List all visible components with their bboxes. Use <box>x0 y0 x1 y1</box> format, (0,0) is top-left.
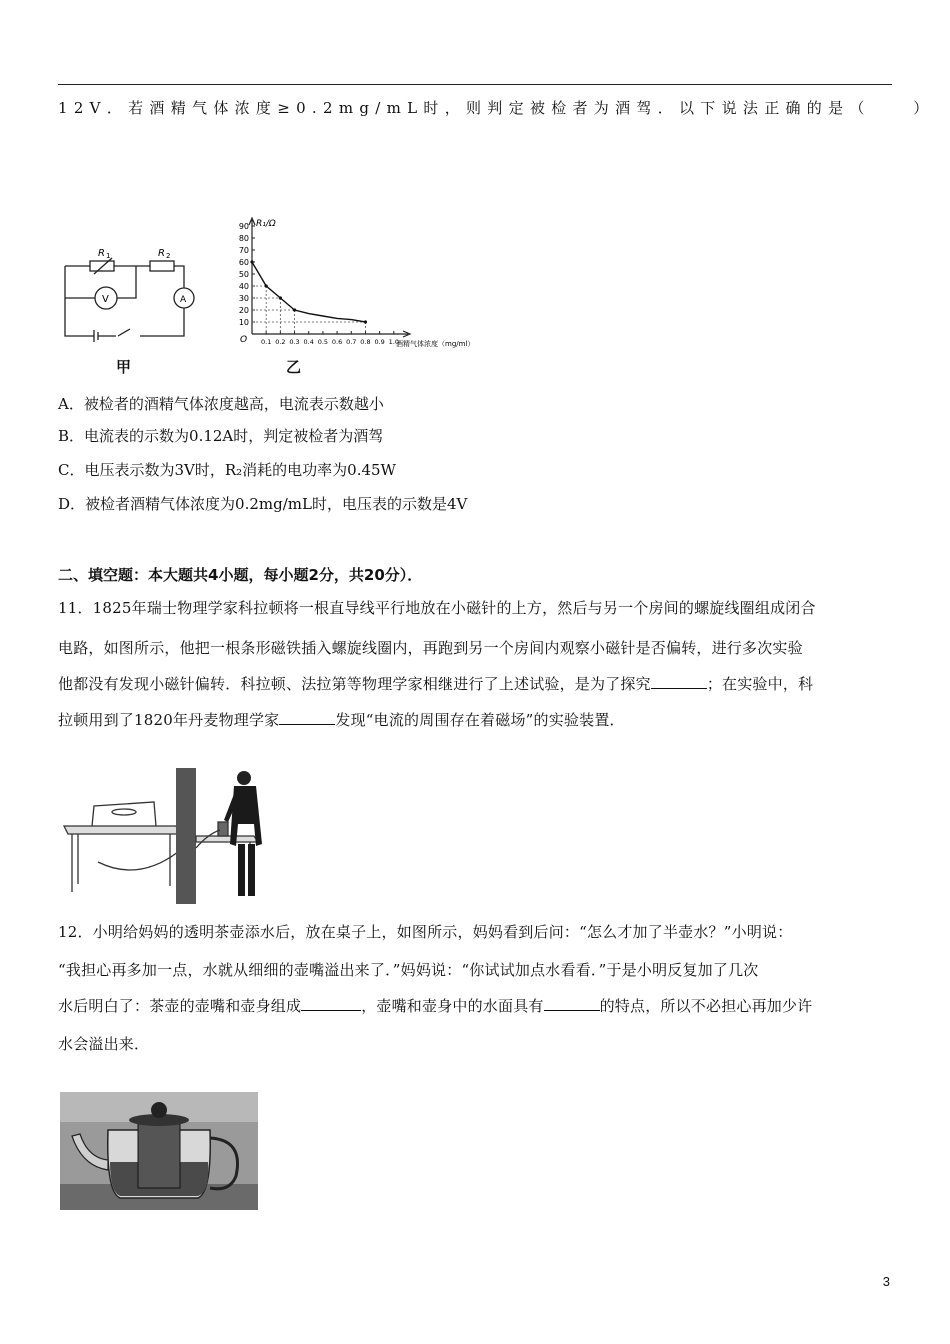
label-ammeter: A <box>180 295 187 305</box>
x-tick-label: 0.1 <box>261 338 272 346</box>
left-table <box>64 826 180 834</box>
data-point <box>250 260 253 263</box>
coil <box>218 822 228 836</box>
option-d: D．被检者酒精气体浓度为0.2mg/mL时，电压表的示数是4V <box>58 495 468 513</box>
q11-line-4-part-a: 拉顿用到了1820年丹麦物理学家 <box>58 711 280 729</box>
resistance-concentration-chart <box>228 212 498 362</box>
caption-jia: 甲 <box>116 358 132 376</box>
x-tick-label: 0.7 <box>346 338 357 346</box>
q12-line-3-part-a: 水后明白了：茶壶的壶嘴和壶身组成 <box>58 997 302 1015</box>
x-tick-label: 0.5 <box>317 338 329 346</box>
q11-line-2: 电路，如图所示，他把一根条形磁铁插入螺旋线圈内，再跑到另一个房间内观察小磁针是否偏转，进行多次实验 <box>58 639 803 657</box>
y-tick-label: 30 <box>238 294 249 303</box>
q11-line-4-part-b: 发现“电流的周围存在着磁场”的实验装置． <box>335 711 625 729</box>
x-axis-label: 酒精气体浓度（mg/ml） <box>396 340 475 348</box>
teapot-knob <box>151 1102 167 1118</box>
wall-pillar <box>176 768 196 904</box>
resistor-r2 <box>150 261 174 271</box>
series-curve-r1 <box>252 262 366 322</box>
q12-line-3-part-b: ，壶嘴和壶身中的水面具有 <box>361 997 544 1015</box>
data-point <box>364 320 367 323</box>
data-point <box>279 296 282 299</box>
q12-line-1: 12．小明给妈妈的透明茶壶添水后，放在桌子上，如图所示，妈妈看到后问：“怎么才加了半壶水？”小明说： <box>58 923 793 941</box>
x-tick-label: 0.4 <box>303 338 314 346</box>
x-tick-label: 0.2 <box>275 338 286 346</box>
y-tick-label: 90 <box>238 222 249 231</box>
y-tick-label: 40 <box>238 282 249 291</box>
q12-line-4: 水会溢出来． <box>58 1035 150 1053</box>
circuit-diagram <box>58 238 208 348</box>
label-r2: R <box>158 248 165 259</box>
q12-line-2: “我担心再多加一点，水就从细细的壶嘴溢出来了．”妈妈说：“你试试加点水看看．”于是小明反复加了几次 <box>58 961 759 979</box>
data-point <box>265 284 268 287</box>
q11-line-3 <box>58 664 894 704</box>
label-voltmeter: V <box>102 294 109 305</box>
q11-line-3-part-b: ；在实验中，科 <box>706 675 814 693</box>
option-c: C．电压表示数为3V时，R₂消耗的电功率为0.45W <box>58 461 396 479</box>
data-point <box>293 308 296 311</box>
q12-blank-1[interactable] <box>301 996 361 1011</box>
question-10-stem-tail: 12V．若酒精气体浓度≥0.2mg/mL时，则判定被检者为酒驾．以下说法正确的是（ ） <box>58 99 935 117</box>
label-r1-sub: 1 <box>106 252 111 260</box>
page-number: 3 <box>882 1274 890 1289</box>
option-b: B．电流表的示数为0.12A时，判定被检者为酒驾 <box>58 427 384 445</box>
y-tick-label: 10 <box>238 318 249 327</box>
caption-yi: 乙 <box>286 358 302 376</box>
y-tick-label: 70 <box>238 246 249 255</box>
q11-blank-2[interactable] <box>279 710 335 725</box>
q11-line-1: 11．1825年瑞士物理学家科拉顿将一根直导线平行地放在小磁针的上方，然后与另一个房间的螺旋线圈组成闭合 <box>58 599 816 617</box>
section-heading: 二、填空题：本大题共4小题，每小题2分，共20分）． <box>58 566 423 584</box>
x-tick-label: 0.6 <box>331 338 343 346</box>
switch <box>118 329 130 336</box>
y-tick-label: 80 <box>238 234 249 243</box>
origin-label: O <box>240 335 248 345</box>
x-tick-label: 0.9 <box>374 338 385 346</box>
label-r1: R <box>98 248 105 259</box>
q12-blank-2[interactable] <box>544 996 600 1011</box>
teapot-photo <box>60 1092 258 1210</box>
y-tick-label: 60 <box>238 258 249 267</box>
y-tick-label: 20 <box>238 306 249 315</box>
q12-line-3-part-c: 的特点，所以不必担心再加少许 <box>599 997 813 1015</box>
q11-blank-1[interactable] <box>651 674 707 689</box>
x-tick-label: 1.0 <box>388 338 399 346</box>
q12-line-3 <box>58 986 894 1026</box>
teapot-infuser <box>138 1122 180 1188</box>
resistor-r1 <box>90 261 114 271</box>
x-tick-label: 0.8 <box>360 338 371 346</box>
y-tick-label: 50 <box>238 270 249 279</box>
header-rule <box>58 84 892 85</box>
x-tick-label: 0.3 <box>289 338 300 346</box>
y-axis-label: R₁/Ω <box>256 219 276 229</box>
label-r2-sub: 2 <box>166 252 171 260</box>
q11-line-4 <box>58 700 894 740</box>
colladon-experiment-illustration <box>58 764 288 904</box>
option-a: A．被检者的酒精气体浓度越高，电流表示数越小 <box>58 395 384 413</box>
q11-line-3-part-a: 他都没有发现小磁针偏转．科拉顿、法拉第等物理学家相继进行了上述试验，是为了探究 <box>58 675 651 693</box>
